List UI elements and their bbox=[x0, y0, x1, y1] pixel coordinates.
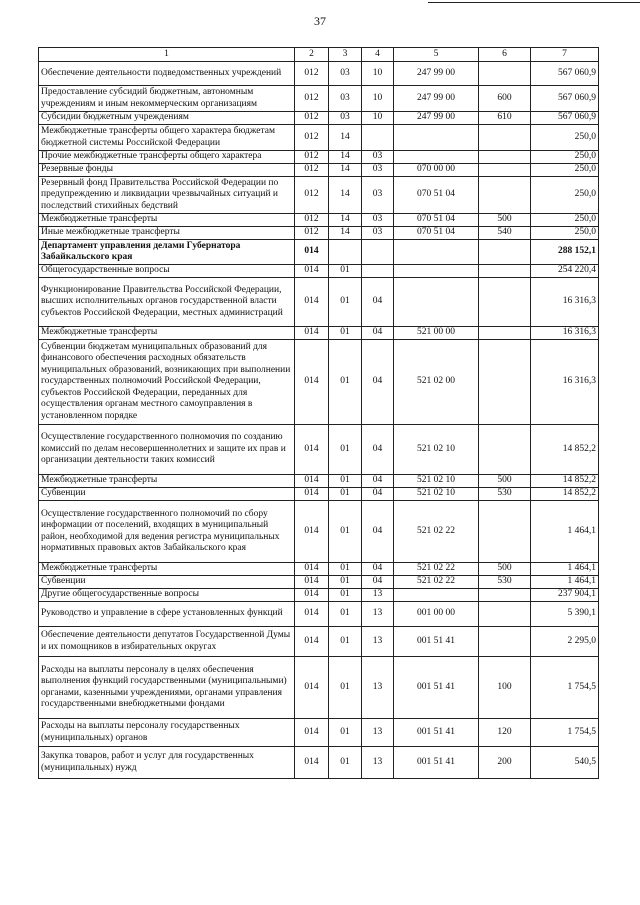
row-csr-cell bbox=[394, 278, 479, 327]
row-ved-cell: 012 bbox=[295, 112, 329, 125]
row-vr-cell bbox=[479, 589, 531, 602]
row-vr-cell bbox=[479, 177, 531, 214]
row-csr-cell: 070 51 04 bbox=[394, 177, 479, 214]
row-name-cell: Обеспечение деятельности депутатов Государственной Думы и их помощников в избирательных округах bbox=[39, 627, 295, 657]
row-pr-cell: 04 bbox=[362, 327, 394, 340]
row-csr-cell bbox=[394, 240, 479, 265]
row-ved-cell: 014 bbox=[295, 475, 329, 488]
row-name-cell: Общегосударственные вопросы bbox=[39, 265, 295, 278]
row-sum-cell: 14 852,2 bbox=[531, 425, 599, 475]
row-name-cell: Резервные фонды bbox=[39, 164, 295, 177]
top-rule bbox=[428, 2, 640, 3]
row-ved-cell: 012 bbox=[295, 177, 329, 214]
row-csr-cell: 247 99 00 bbox=[394, 86, 479, 112]
row-pr-cell: 13 bbox=[362, 627, 394, 657]
table-row bbox=[39, 327, 599, 340]
row-vr-cell bbox=[479, 278, 531, 327]
row-sum-cell: 16 316,3 bbox=[531, 327, 599, 340]
row-sum-cell: 237 904,1 bbox=[531, 589, 599, 602]
header-col-6: 6 bbox=[479, 48, 531, 62]
row-sum-cell: 250,0 bbox=[531, 151, 599, 164]
row-name-cell: Межбюджетные трансферты bbox=[39, 563, 295, 576]
header-col-3: 3 bbox=[329, 48, 362, 62]
row-rz-cell: 01 bbox=[329, 425, 362, 475]
header-col-4: 4 bbox=[362, 48, 394, 62]
row-ved-cell: 012 bbox=[295, 125, 329, 151]
row-name-cell: Субсидии бюджетным учреждениям bbox=[39, 112, 295, 125]
table-row bbox=[39, 719, 599, 747]
row-vr-cell bbox=[479, 125, 531, 151]
row-sum-cell: 250,0 bbox=[531, 164, 599, 177]
row-rz-cell bbox=[329, 240, 362, 265]
row-rz-cell: 14 bbox=[329, 177, 362, 214]
row-ved-cell: 014 bbox=[295, 240, 329, 265]
row-pr-cell: 04 bbox=[362, 425, 394, 475]
row-sum-cell: 250,0 bbox=[531, 177, 599, 214]
table-row bbox=[39, 488, 599, 501]
row-name-cell: Субвенции bbox=[39, 576, 295, 589]
row-vr-cell bbox=[479, 425, 531, 475]
row-name-cell: Закупка товаров, работ и услуг для государственных (муниципальных) нужд bbox=[39, 747, 295, 779]
table-row bbox=[39, 278, 599, 327]
row-name-cell: Расходы на выплаты персоналу в целях обеспечения выполнения функций государственными (муниципальными) органами, казенными учреждениями, органами управления государственными внебюджетными фондами bbox=[39, 657, 295, 719]
row-ved-cell: 012 bbox=[295, 214, 329, 227]
row-ved-cell: 014 bbox=[295, 340, 329, 425]
row-sum-cell: 16 316,3 bbox=[531, 340, 599, 425]
table-row bbox=[39, 125, 599, 151]
row-vr-cell: 610 bbox=[479, 112, 531, 125]
row-rz-cell: 01 bbox=[329, 719, 362, 747]
row-sum-cell: 1 464,1 bbox=[531, 563, 599, 576]
row-rz-cell: 01 bbox=[329, 265, 362, 278]
header-col-7: 7 bbox=[531, 48, 599, 62]
row-pr-cell: 04 bbox=[362, 563, 394, 576]
row-sum-cell: 1 464,1 bbox=[531, 576, 599, 589]
table-row bbox=[39, 576, 599, 589]
table-row bbox=[39, 602, 599, 627]
table-row bbox=[39, 657, 599, 719]
row-rz-cell: 14 bbox=[329, 164, 362, 177]
row-pr-cell: 13 bbox=[362, 589, 394, 602]
row-csr-cell: 521 02 22 bbox=[394, 501, 479, 563]
table-row bbox=[39, 112, 599, 125]
table-row bbox=[39, 164, 599, 177]
table-row bbox=[39, 177, 599, 214]
table-row bbox=[39, 475, 599, 488]
row-name-cell: Департамент управления делами Губернатора Забайкальского края bbox=[39, 240, 295, 265]
row-name-cell: Осуществление государственного полномочия по созданию комиссий по делам несовершеннолетних и защите их прав и организации деятельности таких комиссий bbox=[39, 425, 295, 475]
row-sum-cell: 14 852,2 bbox=[531, 475, 599, 488]
row-ved-cell: 012 bbox=[295, 86, 329, 112]
row-vr-cell bbox=[479, 164, 531, 177]
row-vr-cell: 600 bbox=[479, 86, 531, 112]
row-rz-cell: 01 bbox=[329, 501, 362, 563]
row-name-cell: Межбюджетные трансферты bbox=[39, 327, 295, 340]
table-row bbox=[39, 425, 599, 475]
row-rz-cell: 03 bbox=[329, 62, 362, 86]
row-vr-cell bbox=[479, 151, 531, 164]
row-pr-cell: 10 bbox=[362, 86, 394, 112]
row-name-cell: Осуществление государственного полномочий по сбору информации от поселений, входящих в муниципальный район, необходимой для ведения регистра муниципальных нормативных правовых актов Забайкальского края bbox=[39, 501, 295, 563]
row-rz-cell: 01 bbox=[329, 627, 362, 657]
row-vr-cell: 530 bbox=[479, 576, 531, 589]
row-rz-cell: 01 bbox=[329, 563, 362, 576]
row-sum-cell: 1 754,5 bbox=[531, 657, 599, 719]
row-rz-cell: 01 bbox=[329, 327, 362, 340]
row-csr-cell: 001 51 41 bbox=[394, 657, 479, 719]
row-vr-cell: 500 bbox=[479, 214, 531, 227]
row-ved-cell: 014 bbox=[295, 747, 329, 779]
row-sum-cell: 1 464,1 bbox=[531, 501, 599, 563]
row-csr-cell: 001 51 41 bbox=[394, 719, 479, 747]
row-pr-cell: 04 bbox=[362, 340, 394, 425]
row-csr-cell: 001 51 41 bbox=[394, 627, 479, 657]
row-ved-cell: 014 bbox=[295, 488, 329, 501]
row-name-cell: Субвенции bbox=[39, 488, 295, 501]
row-sum-cell: 250,0 bbox=[531, 227, 599, 240]
row-rz-cell: 03 bbox=[329, 86, 362, 112]
row-vr-cell: 100 bbox=[479, 657, 531, 719]
row-pr-cell: 13 bbox=[362, 602, 394, 627]
row-sum-cell: 2 295,0 bbox=[531, 627, 599, 657]
row-sum-cell: 5 390,1 bbox=[531, 602, 599, 627]
row-name-cell: Расходы на выплаты персоналу государственных (муниципальных) органов bbox=[39, 719, 295, 747]
row-vr-cell: 530 bbox=[479, 488, 531, 501]
row-pr-cell: 03 bbox=[362, 151, 394, 164]
header-row bbox=[39, 48, 599, 62]
row-csr-cell bbox=[394, 125, 479, 151]
row-name-cell: Иные межбюджетные трансферты bbox=[39, 227, 295, 240]
row-sum-cell: 16 316,3 bbox=[531, 278, 599, 327]
row-pr-cell: 10 bbox=[362, 112, 394, 125]
row-vr-cell bbox=[479, 501, 531, 563]
row-vr-cell bbox=[479, 340, 531, 425]
table-row bbox=[39, 151, 599, 164]
row-pr-cell: 04 bbox=[362, 501, 394, 563]
row-ved-cell: 014 bbox=[295, 327, 329, 340]
row-vr-cell: 500 bbox=[479, 563, 531, 576]
row-ved-cell: 012 bbox=[295, 151, 329, 164]
row-csr-cell: 521 02 10 bbox=[394, 425, 479, 475]
row-sum-cell: 567 060,9 bbox=[531, 86, 599, 112]
row-sum-cell: 254 220,4 bbox=[531, 265, 599, 278]
row-vr-cell bbox=[479, 627, 531, 657]
row-name-cell: Руководство и управление в сфере установленных функций bbox=[39, 602, 295, 627]
row-name-cell: Межбюджетные трансферты общего характера бюджетам бюджетной системы Российской Федерации bbox=[39, 125, 295, 151]
row-pr-cell: 10 bbox=[362, 62, 394, 86]
row-csr-cell bbox=[394, 265, 479, 278]
row-name-cell: Обеспечение деятельности подведомственных учреждений bbox=[39, 62, 295, 86]
row-ved-cell: 012 bbox=[295, 227, 329, 240]
row-rz-cell: 03 bbox=[329, 112, 362, 125]
row-vr-cell: 120 bbox=[479, 719, 531, 747]
row-rz-cell: 01 bbox=[329, 747, 362, 779]
row-rz-cell: 01 bbox=[329, 340, 362, 425]
row-pr-cell bbox=[362, 125, 394, 151]
row-csr-cell: 070 51 04 bbox=[394, 227, 479, 240]
row-ved-cell: 014 bbox=[295, 563, 329, 576]
row-csr-cell: 521 02 22 bbox=[394, 563, 479, 576]
row-pr-cell: 13 bbox=[362, 719, 394, 747]
row-sum-cell: 540,5 bbox=[531, 747, 599, 779]
row-csr-cell: 070 00 00 bbox=[394, 164, 479, 177]
table-row bbox=[39, 501, 599, 563]
row-ved-cell: 014 bbox=[295, 719, 329, 747]
table-row bbox=[39, 340, 599, 425]
row-pr-cell: 04 bbox=[362, 488, 394, 501]
row-vr-cell: 500 bbox=[479, 475, 531, 488]
row-rz-cell: 14 bbox=[329, 125, 362, 151]
row-name-cell: Межбюджетные трансферты bbox=[39, 214, 295, 227]
row-sum-cell: 1 754,5 bbox=[531, 719, 599, 747]
row-vr-cell bbox=[479, 602, 531, 627]
row-ved-cell: 014 bbox=[295, 589, 329, 602]
table-body bbox=[39, 62, 599, 779]
row-rz-cell: 01 bbox=[329, 278, 362, 327]
row-pr-cell bbox=[362, 265, 394, 278]
row-sum-cell: 14 852,2 bbox=[531, 488, 599, 501]
row-ved-cell: 014 bbox=[295, 501, 329, 563]
row-ved-cell: 014 bbox=[295, 602, 329, 627]
row-csr-cell: 521 02 10 bbox=[394, 488, 479, 501]
row-sum-cell: 288 152,1 bbox=[531, 240, 599, 265]
row-vr-cell bbox=[479, 265, 531, 278]
row-csr-cell: 521 02 00 bbox=[394, 340, 479, 425]
row-rz-cell: 01 bbox=[329, 576, 362, 589]
row-name-cell: Функционирование Правительства Российской Федерации, высших исполнительных органов государственной власти субъектов Российской Федерации, местных администраций bbox=[39, 278, 295, 327]
row-rz-cell: 01 bbox=[329, 488, 362, 501]
table-row bbox=[39, 747, 599, 779]
table-row bbox=[39, 62, 599, 86]
row-rz-cell: 01 bbox=[329, 657, 362, 719]
table-row bbox=[39, 86, 599, 112]
row-vr-cell bbox=[479, 240, 531, 265]
row-pr-cell bbox=[362, 240, 394, 265]
row-vr-cell: 540 bbox=[479, 227, 531, 240]
row-name-cell: Другие общегосударственные вопросы bbox=[39, 589, 295, 602]
row-ved-cell: 014 bbox=[295, 265, 329, 278]
table-row bbox=[39, 227, 599, 240]
row-name-cell: Резервный фонд Правительства Российской Федерации по предупреждению и ликвидации чрезвычайных ситуаций и последствий стихийных бедствий bbox=[39, 177, 295, 214]
row-csr-cell: 070 51 04 bbox=[394, 214, 479, 227]
row-sum-cell: 250,0 bbox=[531, 214, 599, 227]
row-csr-cell bbox=[394, 589, 479, 602]
table-row bbox=[39, 589, 599, 602]
row-csr-cell bbox=[394, 151, 479, 164]
row-rz-cell: 14 bbox=[329, 151, 362, 164]
row-ved-cell: 014 bbox=[295, 627, 329, 657]
row-name-cell: Предоставление субсидий бюджетным, автономным учреждениям и иным некоммерческим организациям bbox=[39, 86, 295, 112]
row-csr-cell: 521 02 10 bbox=[394, 475, 479, 488]
row-pr-cell: 04 bbox=[362, 475, 394, 488]
row-rz-cell: 14 bbox=[329, 214, 362, 227]
row-name-cell: Межбюджетные трансферты bbox=[39, 475, 295, 488]
row-csr-cell: 001 51 41 bbox=[394, 747, 479, 779]
row-ved-cell: 014 bbox=[295, 278, 329, 327]
row-name-cell: Субвенции бюджетам муниципальных образований для финансового обеспечения расходных обязательств муниципальных образований, возникающих при выполнении государственных полномочий Российской Федерации, субъектов Российской Федерации, переданных для осуществления органам местного самоуправления в установленном порядке bbox=[39, 340, 295, 425]
budget-table bbox=[38, 47, 599, 779]
row-rz-cell: 14 bbox=[329, 227, 362, 240]
row-name-cell: Прочие межбюджетные трансферты общего характера bbox=[39, 151, 295, 164]
row-pr-cell: 13 bbox=[362, 657, 394, 719]
row-vr-cell bbox=[479, 327, 531, 340]
table-row bbox=[39, 563, 599, 576]
row-pr-cell: 04 bbox=[362, 576, 394, 589]
header-col-5: 5 bbox=[394, 48, 479, 62]
header-col-2: 2 bbox=[295, 48, 329, 62]
row-csr-cell: 001 00 00 bbox=[394, 602, 479, 627]
row-pr-cell: 04 bbox=[362, 278, 394, 327]
row-sum-cell: 567 060,9 bbox=[531, 112, 599, 125]
row-sum-cell: 567 060,9 bbox=[531, 62, 599, 86]
row-ved-cell: 012 bbox=[295, 62, 329, 86]
header-col-1: 1 bbox=[39, 48, 295, 62]
row-ved-cell: 014 bbox=[295, 425, 329, 475]
row-csr-cell: 247 99 00 bbox=[394, 112, 479, 125]
row-ved-cell: 014 bbox=[295, 576, 329, 589]
row-pr-cell: 03 bbox=[362, 164, 394, 177]
table-row bbox=[39, 214, 599, 227]
row-sum-cell: 250,0 bbox=[531, 125, 599, 151]
table-row bbox=[39, 240, 599, 265]
row-csr-cell: 521 00 00 bbox=[394, 327, 479, 340]
page-number: 37 bbox=[314, 14, 326, 28]
row-ved-cell: 014 bbox=[295, 657, 329, 719]
row-ved-cell: 012 bbox=[295, 164, 329, 177]
row-pr-cell: 03 bbox=[362, 214, 394, 227]
row-pr-cell: 13 bbox=[362, 747, 394, 779]
row-pr-cell: 03 bbox=[362, 177, 394, 214]
row-csr-cell: 247 99 00 bbox=[394, 62, 479, 86]
table-row bbox=[39, 265, 599, 278]
row-rz-cell: 01 bbox=[329, 475, 362, 488]
row-vr-cell bbox=[479, 62, 531, 86]
table-row bbox=[39, 627, 599, 657]
row-csr-cell: 521 02 22 bbox=[394, 576, 479, 589]
row-pr-cell: 03 bbox=[362, 227, 394, 240]
row-rz-cell: 01 bbox=[329, 602, 362, 627]
row-rz-cell: 01 bbox=[329, 589, 362, 602]
row-vr-cell: 200 bbox=[479, 747, 531, 779]
